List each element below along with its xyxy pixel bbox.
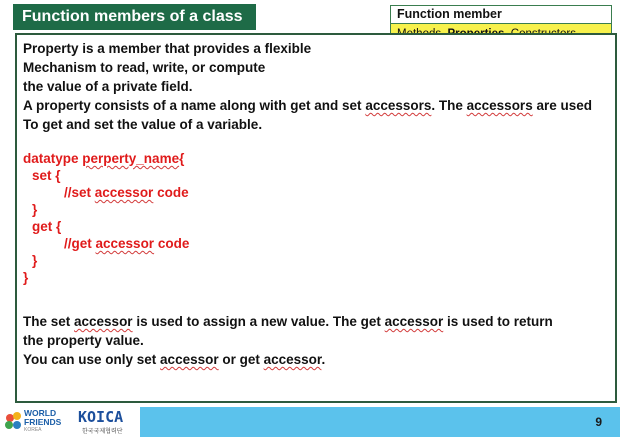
text-span: The set <box>23 314 75 329</box>
spacer <box>23 286 617 312</box>
text-line <box>23 312 617 331</box>
code-line: } <box>23 270 29 285</box>
world-friends-text <box>24 409 61 433</box>
code-block <box>23 150 617 286</box>
text-span: accessors <box>365 98 432 113</box>
page-number: 9 <box>595 415 602 429</box>
code-span: //set <box>64 185 95 200</box>
code-span: datatype <box>23 151 83 166</box>
text-span: is used to return <box>443 314 553 329</box>
code-line: } <box>32 202 38 217</box>
text-line: the value of a private field. <box>23 79 193 94</box>
wf-line: FRIENDS <box>24 417 62 427</box>
code-line <box>23 150 617 167</box>
text-line <box>23 96 617 115</box>
text-span: is used to assign a new value. The get <box>132 314 385 329</box>
wf-line: KOREA <box>24 427 42 433</box>
info-box-header: Function member <box>391 6 611 24</box>
code-span: { <box>179 151 185 166</box>
code-span: //get <box>64 236 96 251</box>
wf-line: WORLD <box>24 408 57 418</box>
koica-subtitle: 한국국제협력단 <box>82 429 123 435</box>
code-line: set { <box>32 168 61 183</box>
text-span: accessor <box>263 352 322 367</box>
text-span: accessors <box>466 98 533 113</box>
footer-bar <box>0 407 620 437</box>
text-span: accessor <box>384 314 444 329</box>
text-span: are used <box>532 98 592 113</box>
text-span: accessor <box>160 352 219 367</box>
text-span: . <box>321 352 326 367</box>
code-span: accessor <box>94 185 154 200</box>
text-line: To get and set the value of a variable. <box>23 117 263 132</box>
text-span: You can use only set <box>23 352 161 367</box>
code-span: code <box>154 236 190 251</box>
text-line: Mechanism to read, write, or compute <box>23 60 266 75</box>
code-line <box>23 235 617 252</box>
text-line <box>23 350 617 369</box>
text-span: accessor <box>74 314 133 329</box>
footer-logo-area <box>0 407 140 437</box>
text-span: or get <box>218 352 264 367</box>
text-span: . The <box>431 98 467 113</box>
text-span: A property consists of a name along with get and set <box>23 98 366 113</box>
slide-title: Function members of a class <box>13 4 256 30</box>
code-span: accessor <box>95 236 155 251</box>
code-line: get { <box>32 219 62 234</box>
code-line: } <box>32 253 38 268</box>
code-span: perperty_name <box>82 151 180 166</box>
text-line: the property value. <box>23 333 144 348</box>
text-line: Property is a member that provides a flexible <box>23 41 312 56</box>
content-text <box>23 39 617 369</box>
content-box <box>15 33 617 403</box>
koica-logo: KOICA <box>78 408 124 426</box>
code-line <box>23 184 617 201</box>
code-span: code <box>153 185 189 200</box>
